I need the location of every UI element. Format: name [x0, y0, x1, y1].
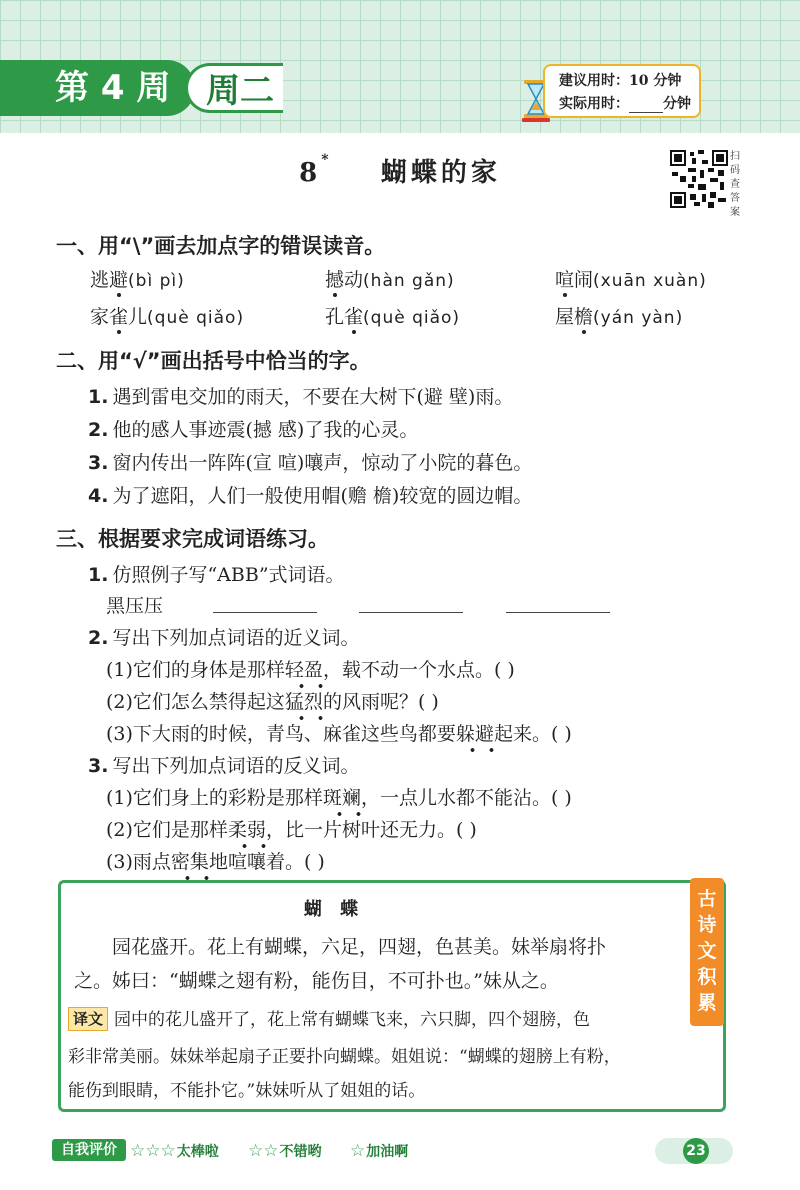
translation-label: 译文: [68, 1007, 108, 1031]
question-2: [88, 623, 359, 650]
item-char: 儿: [128, 306, 148, 328]
item-text: 的风雨呢？( ): [322, 691, 439, 713]
actual-time-blank[interactable]: [629, 96, 663, 113]
dotted-char: 避: [109, 265, 128, 292]
item-text: ，一点儿水都不能沾。( ): [360, 787, 572, 809]
time-box: [543, 64, 701, 118]
abb-example: 黑压压: [106, 595, 164, 617]
lesson-mark: *: [321, 152, 329, 168]
question-text: 窗内传出一阵阵(宣 喧)嚷声，惊动了小院的暮色。: [112, 452, 533, 474]
actual-time: [559, 93, 699, 116]
day-badge: 周二: [185, 63, 283, 113]
item-char: 动: [344, 269, 364, 291]
answer-blank-3[interactable]: [506, 612, 610, 613]
rating-one-star[interactable]: [350, 1140, 408, 1163]
item-char: 闹: [574, 269, 594, 291]
pinyin-options[interactable]: (què qiǎo): [363, 308, 461, 328]
question-number: 3.: [88, 452, 109, 474]
item-text: (3)雨点: [106, 851, 171, 873]
pinyin-options[interactable]: (xuān xuàn): [593, 271, 707, 291]
synonym-item[interactable]: [106, 687, 439, 714]
item-char: 孔: [325, 306, 345, 328]
question-text: 仿照例子写“ABB”式词语。: [112, 564, 345, 586]
rating-three-stars[interactable]: [130, 1140, 219, 1163]
pinyin-options[interactable]: (yán yàn): [593, 308, 684, 328]
pinyin-item: [90, 302, 244, 329]
question-number: 4.: [88, 485, 109, 507]
item-text: 起来。( ): [493, 723, 572, 745]
item-text: (2)它们是那样: [106, 819, 228, 841]
question-text: 为了遮阳，人们一般使用帽(赡 檐)较宽的圆边帽。: [112, 485, 533, 507]
choice-question[interactable]: [88, 382, 513, 409]
actual-time-unit: 分钟: [663, 96, 691, 112]
star-icon: ☆☆: [248, 1141, 279, 1161]
pinyin-item: [325, 265, 455, 292]
synonym-item[interactable]: [106, 655, 515, 682]
dotted-char: 檐: [574, 302, 593, 329]
translation-line-2: 彩非常美丽。妹妹举起扇子正要扑向蝴蝶。姐姐说：“蝴蝶的翅膀上有粉，: [68, 1047, 621, 1067]
choice-question[interactable]: [88, 481, 532, 508]
dotted-word: 轻盈: [285, 655, 323, 682]
item-text: (1)它们的身体是那样: [106, 659, 285, 681]
poem-title: 蝴 蝶: [303, 899, 365, 920]
dotted-char: 雀: [109, 302, 128, 329]
poem-line-1: 园花盛开。花上有蝴蝶，六足，四翅，色甚美。妹举扇将扑: [112, 936, 607, 958]
section1-heading: 一、用“\”画去加点字的错误读音。: [56, 234, 386, 258]
dotted-char: 雀: [344, 302, 363, 329]
actual-time-label: 实际用时：: [559, 96, 629, 112]
self-eval-label: 自我评价: [52, 1139, 126, 1161]
lesson-title-text: 蝴蝶的家: [380, 158, 501, 188]
star-icon: ☆: [350, 1141, 366, 1161]
antonym-item[interactable]: [106, 783, 572, 810]
page-number: 23: [683, 1138, 709, 1164]
answer-blank-1[interactable]: [213, 612, 317, 613]
qr-code-icon[interactable]: [670, 150, 728, 208]
rating-two-stars[interactable]: [248, 1140, 321, 1163]
choice-question[interactable]: [88, 448, 532, 475]
question-3: [88, 751, 359, 778]
item-text: 地喧嚷着。( ): [208, 851, 325, 873]
question-text: 写出下列加点词语的近义词。: [112, 627, 360, 649]
antonym-item[interactable]: [106, 847, 325, 874]
question-text: 他的感人事迹震(撼 感)了我的心灵。: [112, 419, 419, 441]
question-number: 3.: [88, 755, 109, 777]
section2-heading: 二、用“√”画出括号中恰当的字。: [56, 349, 371, 373]
question-1: [88, 560, 345, 587]
question-number: 2.: [88, 627, 109, 649]
pinyin-item: [555, 265, 707, 292]
item-text: ，比一片树叶还无力。( ): [265, 819, 477, 841]
suggested-time-value: 10 分钟: [629, 73, 682, 89]
item-char: 屋: [555, 306, 575, 328]
pinyin-item: [555, 302, 683, 329]
question-text: 遇到雷电交加的雨天，不要在大树下(避 壁)雨。: [112, 386, 514, 408]
item-text: (3)下大雨的时候，青鸟、麻雀这些鸟都要: [106, 723, 456, 745]
synonym-item[interactable]: [106, 719, 572, 746]
dotted-word: 猛烈: [285, 687, 323, 714]
suggested-time: [559, 70, 699, 93]
ancient-poetry-tab: 古诗文积累: [690, 878, 724, 1026]
rating-label: 太棒啦: [176, 1144, 219, 1160]
rating-label: 加油啊: [366, 1144, 409, 1160]
translation-text: 园中的花儿盛开了，花上常有蝴蝶飞来，六只脚，四个翅膀，色: [114, 1010, 591, 1030]
lesson-number: 8: [299, 158, 322, 188]
item-text: (2)它们怎么禁得起这: [106, 691, 285, 713]
rating-label: 不错哟: [279, 1144, 322, 1160]
suggested-time-label: 建议用时：: [559, 73, 629, 89]
antonym-item[interactable]: [106, 815, 477, 842]
pinyin-options[interactable]: (bì pì): [128, 271, 185, 291]
pinyin-options[interactable]: (hàn gǎn): [363, 271, 455, 291]
question-number: 2.: [88, 419, 109, 441]
dotted-word: 斑斓: [323, 783, 361, 810]
item-text: (1)它们身上的彩粉是那样: [106, 787, 323, 809]
question-text: 写出下列加点词语的反义词。: [112, 755, 360, 777]
pinyin-item: [90, 265, 185, 292]
dotted-char: 喧: [555, 265, 574, 292]
item-char: 家: [90, 306, 110, 328]
poem-line-2: 之。姊曰：“蝴蝶之翅有粉，能伤目，不可扑也。”妹从之。: [74, 970, 559, 992]
week-badge: 第 4 周: [0, 60, 195, 116]
pinyin-item: [325, 302, 460, 329]
translation-line-3: 能伤到眼睛，不能扑它。”妹妹听从了姐姐的话。: [68, 1081, 426, 1101]
answer-blank-2[interactable]: [359, 612, 463, 613]
section3-heading: 三、根据要求完成词语练习。: [56, 527, 329, 551]
qr-caption: 扫码查答案: [730, 151, 740, 218]
choice-question[interactable]: [88, 415, 418, 442]
dotted-char: 撼: [325, 265, 344, 292]
question-number: 1.: [88, 564, 109, 586]
dotted-word: 密集: [171, 847, 209, 874]
item-text: ，载不动一个水点。( ): [322, 659, 515, 681]
item-char: 逃: [90, 269, 110, 291]
dotted-word: 躲避: [456, 719, 494, 746]
question-number: 1.: [88, 386, 109, 408]
translation-line-1: [68, 1005, 590, 1031]
star-icon: ☆☆☆: [130, 1141, 176, 1161]
pinyin-options[interactable]: (què qiǎo): [147, 308, 245, 328]
dotted-word: 柔弱: [228, 815, 266, 842]
